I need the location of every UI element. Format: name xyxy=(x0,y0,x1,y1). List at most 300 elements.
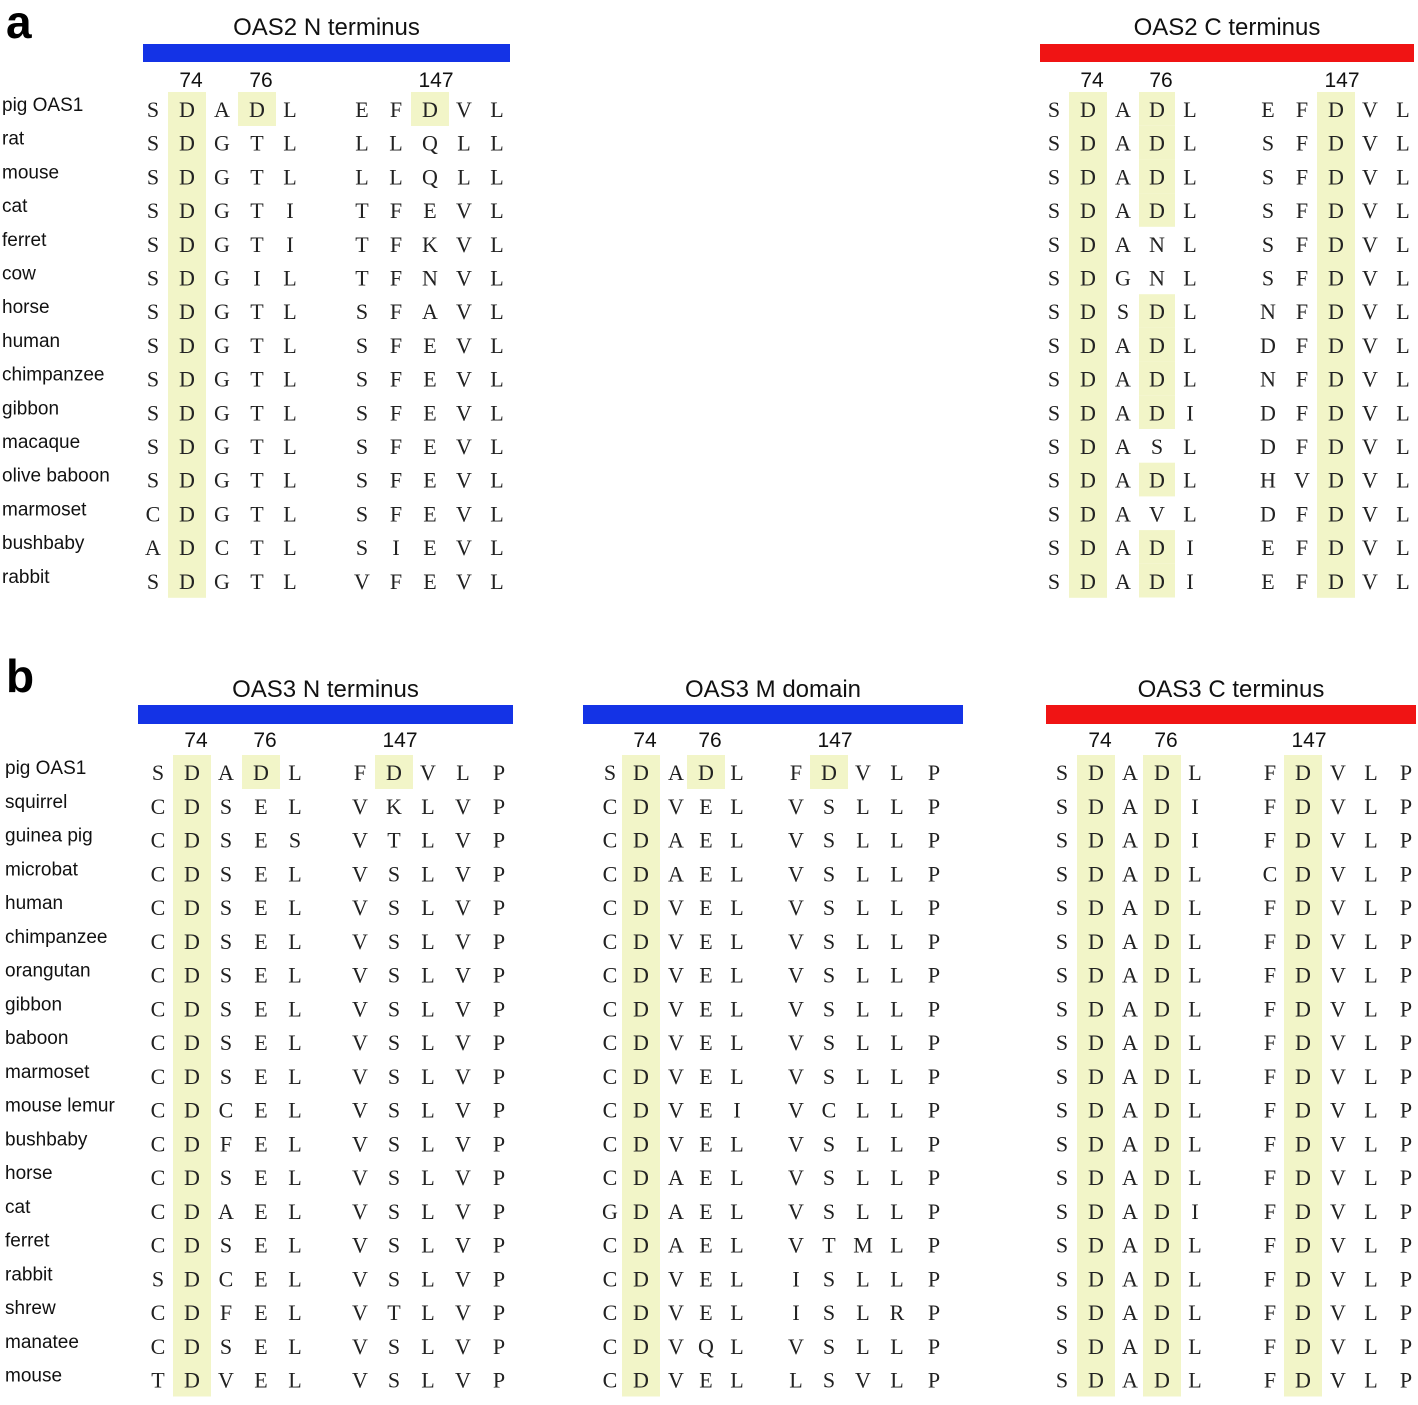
residue: D xyxy=(1154,760,1170,785)
residue: V xyxy=(1330,1097,1346,1123)
residue: V xyxy=(352,1165,368,1190)
residue: V xyxy=(456,198,472,224)
residue: P xyxy=(1399,895,1413,920)
residue: L xyxy=(1364,1300,1378,1325)
residue: L xyxy=(1183,299,1197,325)
residue: L xyxy=(283,299,297,325)
residue: S xyxy=(355,366,369,392)
residue: E xyxy=(254,1266,268,1292)
residue: V xyxy=(455,861,471,887)
residue: P xyxy=(1399,928,1413,954)
residue: I xyxy=(792,1266,800,1292)
residue: A xyxy=(1122,861,1138,887)
residue: V xyxy=(1362,568,1378,594)
residue: V xyxy=(455,1198,471,1224)
residue: P xyxy=(492,962,506,988)
residue: T xyxy=(250,434,264,459)
residue: L xyxy=(288,1030,302,1055)
residue: S xyxy=(355,535,369,561)
residue: T xyxy=(822,1232,836,1258)
residue: F xyxy=(1295,231,1309,257)
residue: D xyxy=(1154,1367,1170,1393)
residue: V xyxy=(668,928,684,954)
residue: L xyxy=(283,434,297,459)
residue: E xyxy=(699,793,713,819)
residue: L xyxy=(1183,198,1197,224)
residue: D xyxy=(633,793,649,819)
alignment-block xyxy=(1046,676,1416,1397)
block-title: OAS2 N terminus xyxy=(233,14,420,41)
residue: P xyxy=(1399,1300,1413,1325)
residue: D xyxy=(1088,827,1104,853)
residue: D xyxy=(1149,400,1165,426)
species-label: pig OAS1 xyxy=(2,95,84,116)
residue: S xyxy=(822,861,836,887)
residue: L xyxy=(856,1063,870,1089)
residue: D xyxy=(1154,996,1170,1022)
residue: L xyxy=(856,1131,870,1157)
residue: D xyxy=(633,1333,649,1359)
residue: A xyxy=(668,1198,684,1224)
residue: L xyxy=(389,164,403,190)
residue: F xyxy=(1295,501,1309,527)
residue: L xyxy=(283,366,297,392)
residue: A xyxy=(1115,535,1131,561)
alignment-block xyxy=(138,676,513,1397)
residue: N xyxy=(422,265,438,291)
residue: L xyxy=(288,1165,302,1190)
residue: L xyxy=(288,1300,302,1325)
position-label: 76 xyxy=(249,69,273,92)
residue: A xyxy=(1122,962,1138,988)
residue: D xyxy=(179,501,195,527)
residue: D xyxy=(1088,1333,1104,1359)
residue: D xyxy=(1154,1198,1170,1224)
residue: C xyxy=(602,1097,618,1123)
residue: F xyxy=(389,501,403,527)
species-label: orangutan xyxy=(5,960,91,982)
residue: S xyxy=(1047,568,1061,594)
residue: L xyxy=(1396,400,1410,426)
residue: S xyxy=(1047,265,1061,291)
residue: V xyxy=(1362,467,1378,493)
residue: V xyxy=(455,1030,471,1055)
residue: V xyxy=(668,1300,684,1325)
residue: D xyxy=(184,996,200,1022)
residue: V xyxy=(352,1030,368,1055)
residue: D xyxy=(249,97,265,122)
residue: L xyxy=(890,861,904,887)
residue: S xyxy=(822,996,836,1022)
residue: D xyxy=(1328,198,1344,224)
residue: D xyxy=(184,861,200,887)
residue: D xyxy=(179,231,195,257)
residue: E xyxy=(423,535,437,561)
residue: L xyxy=(288,1232,302,1258)
residue: L xyxy=(288,996,302,1022)
residue: S xyxy=(822,962,836,988)
residue: T xyxy=(250,130,264,156)
residue: L xyxy=(730,1030,744,1055)
residue: L xyxy=(490,231,504,257)
residue: A xyxy=(1115,434,1131,459)
residue: D xyxy=(184,760,200,785)
residue: D xyxy=(1295,1063,1311,1089)
residue: D xyxy=(1149,97,1165,122)
residue: F xyxy=(1295,198,1309,224)
residue: D xyxy=(184,1131,200,1157)
residue: V xyxy=(455,1300,471,1325)
residue: V xyxy=(420,760,436,785)
residue: L xyxy=(421,793,435,819)
residue: S xyxy=(1055,1165,1069,1190)
residue: S xyxy=(146,130,160,156)
residue: L xyxy=(730,1131,744,1157)
residue: D xyxy=(633,1232,649,1258)
domain-bar xyxy=(1046,705,1416,724)
residue: D xyxy=(633,1198,649,1224)
residue: L xyxy=(856,928,870,954)
species-label: cat xyxy=(2,196,28,218)
residue: P xyxy=(492,1097,506,1123)
residue: F xyxy=(353,760,367,785)
residue: D xyxy=(1088,1300,1104,1325)
residue: F xyxy=(389,400,403,426)
residue: T xyxy=(355,231,369,257)
residue: F xyxy=(1263,827,1277,853)
residue: V xyxy=(1330,1063,1346,1089)
residue: D xyxy=(422,97,438,122)
residue: S xyxy=(288,827,302,853)
residue: A xyxy=(668,1165,684,1190)
residue: V xyxy=(456,434,472,459)
residue: L xyxy=(1188,1165,1202,1190)
residue: V xyxy=(455,895,471,920)
residue: A xyxy=(1122,1300,1138,1325)
species-label: ferret xyxy=(5,1230,50,1252)
residue: P xyxy=(1399,827,1413,853)
residue: D xyxy=(1295,1333,1311,1359)
residue: D xyxy=(1328,366,1344,392)
residue: S xyxy=(1055,861,1069,887)
residue: V xyxy=(455,1232,471,1258)
residue: V xyxy=(788,1097,804,1123)
residue: D xyxy=(1154,793,1170,819)
residue: S xyxy=(355,501,369,527)
residue: C xyxy=(602,861,618,887)
residue: L xyxy=(1183,501,1197,527)
residue: N xyxy=(1260,366,1276,392)
residue: V xyxy=(668,996,684,1022)
residue: P xyxy=(492,827,506,853)
residue: F xyxy=(1263,1097,1277,1123)
residue: S xyxy=(355,299,369,325)
residue: A xyxy=(1122,1333,1138,1359)
residue: V xyxy=(352,1232,368,1258)
residue: V xyxy=(788,1131,804,1157)
residue: F xyxy=(1295,97,1309,122)
residue: L xyxy=(730,1367,744,1393)
residue: V xyxy=(354,568,370,594)
residue: V xyxy=(1294,467,1310,493)
residue: S xyxy=(1261,198,1275,224)
residue: V xyxy=(1362,265,1378,291)
residue: D xyxy=(1088,1030,1104,1055)
residue: S xyxy=(1047,400,1061,426)
species-label: marmoset xyxy=(5,1061,90,1083)
residue: C xyxy=(150,861,166,887)
residue: D xyxy=(184,827,200,853)
residue: S xyxy=(1047,535,1061,561)
residue: P xyxy=(1399,1131,1413,1157)
residue: S xyxy=(387,1333,401,1359)
residue: L xyxy=(890,1367,904,1393)
residue: D xyxy=(1080,231,1096,257)
residue: S xyxy=(1261,164,1275,190)
species-label: chimpanzee xyxy=(2,364,105,386)
residue: V xyxy=(456,400,472,426)
residue: D xyxy=(1328,164,1344,190)
residue: F xyxy=(1263,1198,1277,1224)
residue: V xyxy=(352,1266,368,1292)
residue: V xyxy=(788,928,804,954)
residue: I xyxy=(1186,400,1194,426)
residue: L xyxy=(490,366,504,392)
residue: P xyxy=(927,1030,941,1055)
residue: S xyxy=(387,1097,401,1123)
residue: L xyxy=(890,827,904,853)
residue: C xyxy=(218,1266,234,1292)
residue: E xyxy=(423,366,437,392)
residue: L xyxy=(890,928,904,954)
residue: V xyxy=(456,97,472,122)
residue: D xyxy=(633,827,649,853)
residue: D xyxy=(1080,434,1096,459)
residue: D xyxy=(1295,1030,1311,1055)
residue: G xyxy=(214,130,230,156)
residue: D xyxy=(633,996,649,1022)
residue: F xyxy=(1263,1333,1277,1359)
residue: L xyxy=(490,97,504,122)
residue: F xyxy=(1263,1367,1277,1393)
residue: D xyxy=(179,299,195,325)
residue: A xyxy=(1122,1266,1138,1292)
residue: D xyxy=(1295,793,1311,819)
residue: S xyxy=(219,1232,233,1258)
residue: S xyxy=(1150,434,1164,459)
residue: S xyxy=(1055,1097,1069,1123)
residue: S xyxy=(1055,1266,1069,1292)
residue: S xyxy=(219,962,233,988)
residue: V xyxy=(1330,1232,1346,1258)
residue: L xyxy=(288,1266,302,1292)
residue: L xyxy=(1188,1063,1202,1089)
residue: D xyxy=(184,1097,200,1123)
residue: D xyxy=(633,928,649,954)
residue: S xyxy=(219,996,233,1022)
residue: V xyxy=(1330,996,1346,1022)
residue: A xyxy=(1115,198,1131,224)
residue: L xyxy=(730,1063,744,1089)
residue: P xyxy=(1399,861,1413,887)
residue: S xyxy=(1055,827,1069,853)
species-label: mouse xyxy=(2,162,60,184)
domain-bar xyxy=(1040,44,1414,62)
residue: L xyxy=(490,400,504,426)
residue: D xyxy=(184,895,200,920)
residue: C xyxy=(602,793,618,819)
residue: L xyxy=(1183,231,1197,257)
residue: T xyxy=(250,332,264,358)
residue: L xyxy=(856,996,870,1022)
residue: C xyxy=(150,1232,166,1258)
residue: P xyxy=(1399,996,1413,1022)
position-label: 147 xyxy=(1324,69,1360,92)
residue: G xyxy=(214,299,230,325)
residue: L xyxy=(1396,130,1410,156)
residue: D xyxy=(1295,1367,1311,1393)
panel-letter: b xyxy=(6,650,35,702)
residue: A xyxy=(218,760,234,785)
residue: L xyxy=(1396,299,1410,325)
residue: T xyxy=(250,231,264,257)
residue: D xyxy=(633,1030,649,1055)
residue: L xyxy=(1188,996,1202,1022)
residue: S xyxy=(1055,1030,1069,1055)
residue: F xyxy=(219,1131,233,1157)
residue: V xyxy=(788,895,804,920)
residue: F xyxy=(1263,996,1277,1022)
residue: D xyxy=(184,1300,200,1325)
residue: S xyxy=(822,1300,836,1325)
residue: F xyxy=(389,198,403,224)
residue: G xyxy=(214,366,230,392)
residue: L xyxy=(1364,1030,1378,1055)
residue: S xyxy=(1055,760,1069,785)
residue: E xyxy=(355,97,369,122)
position-label: 74 xyxy=(1080,69,1104,92)
residue: D xyxy=(184,1333,200,1359)
residue: S xyxy=(822,1063,836,1089)
residue: P xyxy=(492,793,506,819)
residue: D xyxy=(1328,299,1344,325)
residue: F xyxy=(1263,895,1277,920)
residue: S xyxy=(219,861,233,887)
residue: I xyxy=(253,265,261,291)
residue: L xyxy=(1364,1266,1378,1292)
residue: D xyxy=(633,760,649,785)
residue: P xyxy=(1399,760,1413,785)
residue: A xyxy=(1115,501,1131,527)
residue: S xyxy=(355,467,369,493)
residue: L xyxy=(856,1198,870,1224)
residue: A xyxy=(145,535,161,561)
residue: D xyxy=(1154,861,1170,887)
residue: L xyxy=(856,1333,870,1359)
residue: L xyxy=(730,1266,744,1292)
residue: D xyxy=(1080,265,1096,291)
residue: G xyxy=(214,568,230,594)
residue: L xyxy=(1183,434,1197,459)
residue: S xyxy=(1047,299,1061,325)
residue: A xyxy=(1122,996,1138,1022)
species-label: guinea pig xyxy=(5,825,93,847)
residue: D xyxy=(1080,535,1096,561)
residue: L xyxy=(421,1300,435,1325)
residue: E xyxy=(254,1030,268,1055)
residue: L xyxy=(730,793,744,819)
residue: A xyxy=(1115,568,1131,594)
residue: F xyxy=(1263,962,1277,988)
residue: E xyxy=(423,198,437,224)
species-label: bushbaby xyxy=(2,533,85,555)
residue: D xyxy=(1080,400,1096,426)
residue: D xyxy=(1328,568,1344,594)
position-label: 76 xyxy=(1149,69,1173,92)
residue: T xyxy=(355,198,369,224)
residue: S xyxy=(146,198,160,224)
residue: P xyxy=(927,895,941,920)
species-label: human xyxy=(5,893,64,914)
residue: E xyxy=(254,861,268,887)
residue: S xyxy=(1055,1198,1069,1224)
residue: D xyxy=(184,1165,200,1190)
residue: D xyxy=(1154,1300,1170,1325)
residue: V xyxy=(1362,366,1378,392)
residue: F xyxy=(1263,1165,1277,1190)
residue: S xyxy=(219,793,233,819)
residue: P xyxy=(492,996,506,1022)
residue: C xyxy=(602,928,618,954)
residue: E xyxy=(254,1367,268,1393)
residue: S xyxy=(146,231,160,257)
residue: F xyxy=(389,568,403,594)
residue: E xyxy=(423,501,437,527)
residue: S xyxy=(146,164,160,190)
residue: P xyxy=(927,793,941,819)
residue: E xyxy=(699,1097,713,1123)
residue: A xyxy=(1122,1063,1138,1089)
residue: C xyxy=(602,1367,618,1393)
residue: A xyxy=(1122,793,1138,819)
residue: D xyxy=(1149,535,1165,561)
residue: L xyxy=(1396,501,1410,527)
residue: S xyxy=(355,400,369,426)
residue: D xyxy=(1088,996,1104,1022)
residue: D xyxy=(1260,400,1276,426)
residue: V xyxy=(352,962,368,988)
residue: S xyxy=(822,1030,836,1055)
residue: L xyxy=(1364,962,1378,988)
residue: D xyxy=(1154,1030,1170,1055)
residue: D xyxy=(184,1030,200,1055)
residue: L xyxy=(1396,97,1410,122)
residue: L xyxy=(1183,130,1197,156)
residue: D xyxy=(1328,265,1344,291)
residue: L xyxy=(1183,97,1197,122)
residue: D xyxy=(184,1063,200,1089)
residue: V xyxy=(456,467,472,493)
residue: L xyxy=(856,1266,870,1292)
residue: A xyxy=(1115,467,1131,493)
residue: L xyxy=(421,996,435,1022)
residue: L xyxy=(421,1131,435,1157)
residue: E xyxy=(699,827,713,853)
residue: N xyxy=(1260,299,1276,325)
residue: S xyxy=(219,1030,233,1055)
residue: A xyxy=(668,760,684,785)
residue: C xyxy=(602,1131,618,1157)
